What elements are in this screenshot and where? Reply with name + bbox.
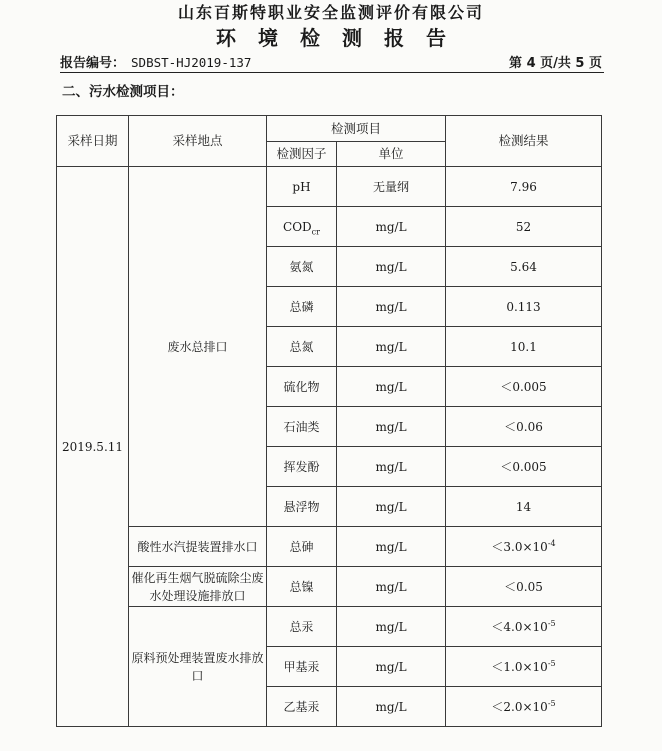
unit-cell: mg/L [337, 327, 446, 367]
table-row [57, 567, 602, 607]
report-title: 环境检测报告 [216, 26, 468, 50]
company-name: 山东百斯特职业安全监测评价有限公司 [177, 3, 484, 22]
report-number [60, 52, 251, 71]
factor-subscript: cr [311, 226, 320, 236]
result-cell: ＜0.05 [446, 567, 602, 607]
factor-cell: 总镍 [267, 567, 337, 607]
factor-cell: 总汞 [267, 607, 337, 647]
result-exponent: -5 [547, 618, 556, 628]
result-cell: 10.1 [446, 327, 602, 367]
header-divider [60, 72, 604, 73]
wastewater-results-table [56, 115, 602, 727]
factor-cell: 甲基汞 [267, 647, 337, 687]
header-sample-site: 采样地点 [129, 116, 267, 167]
result-cell [446, 607, 602, 647]
factor-cell: 硫化物 [267, 367, 337, 407]
result-cell: 14 [446, 487, 602, 527]
section-title: 二、污水检测项目： [62, 84, 184, 100]
result-exponent: -4 [547, 538, 556, 548]
header-test-result: 检测结果 [446, 116, 602, 167]
table-row [57, 527, 602, 567]
result-cell: 7.96 [446, 167, 602, 207]
result-cell: ＜0.005 [446, 447, 602, 487]
unit-cell: mg/L [337, 247, 446, 287]
result-cell [446, 687, 602, 727]
table-row [57, 607, 602, 647]
header-test-item: 检测项目 [267, 116, 446, 142]
header-unit: 单位 [337, 142, 446, 167]
result-cell [446, 527, 602, 567]
result-cell: 0.113 [446, 287, 602, 327]
unit-cell: mg/L [337, 487, 446, 527]
unit-cell: 无量纲 [337, 167, 446, 207]
factor-cell: 乙基汞 [267, 687, 337, 727]
unit-cell: mg/L [337, 607, 446, 647]
result-cell: 52 [446, 207, 602, 247]
unit-cell: mg/L [337, 207, 446, 247]
factor-cell: 总氮 [267, 327, 337, 367]
factor-cell: 挥发酚 [267, 447, 337, 487]
unit-cell: mg/L [337, 447, 446, 487]
report-number-label: 报告编号： [60, 56, 126, 71]
factor-main: COD [283, 219, 312, 234]
factor-cell: 总磷 [267, 287, 337, 327]
unit-cell: mg/L [337, 407, 446, 447]
result-exponent: -5 [547, 658, 556, 668]
site-cell: 原料预处理装置废水排放口 [129, 607, 267, 727]
unit-cell: mg/L [337, 527, 446, 567]
unit-cell: mg/L [337, 687, 446, 727]
factor-cell: 悬浮物 [267, 487, 337, 527]
header-sample-date: 采样日期 [57, 116, 129, 167]
report-number-value: SDBST-HJ2019-137 [131, 55, 252, 70]
factor-cell: 氨氮 [267, 247, 337, 287]
site-cell: 催化再生烟气脱硫除尘废水处理设施排放口 [129, 567, 267, 607]
result-exponent: -5 [547, 698, 556, 708]
factor-cell: 总砷 [267, 527, 337, 567]
result-cell: ＜0.005 [446, 367, 602, 407]
unit-cell: mg/L [337, 287, 446, 327]
result-cell [446, 647, 602, 687]
factor-cell: 石油类 [267, 407, 337, 447]
result-main: ＜2.0×10 [491, 699, 548, 714]
unit-cell: mg/L [337, 367, 446, 407]
unit-cell: mg/L [337, 647, 446, 687]
table-row [57, 167, 602, 207]
sample-date-cell: 2019.5.11 [57, 167, 129, 727]
site-cell: 酸性水汽提装置排水口 [129, 527, 267, 567]
result-main: ＜1.0×10 [491, 659, 548, 674]
result-main: ＜4.0×10 [491, 619, 548, 634]
factor-cell [267, 207, 337, 247]
result-cell: ＜0.06 [446, 407, 602, 447]
site-cell: 废水总排口 [129, 167, 267, 527]
result-main: ＜3.0×10 [491, 539, 548, 554]
header-factor: 检测因子 [267, 142, 337, 167]
factor-cell: pH [267, 167, 337, 207]
result-cell: 5.64 [446, 247, 602, 287]
unit-cell: mg/L [337, 567, 446, 607]
page-indicator: 第 4 页/共 5 页 [509, 56, 602, 71]
